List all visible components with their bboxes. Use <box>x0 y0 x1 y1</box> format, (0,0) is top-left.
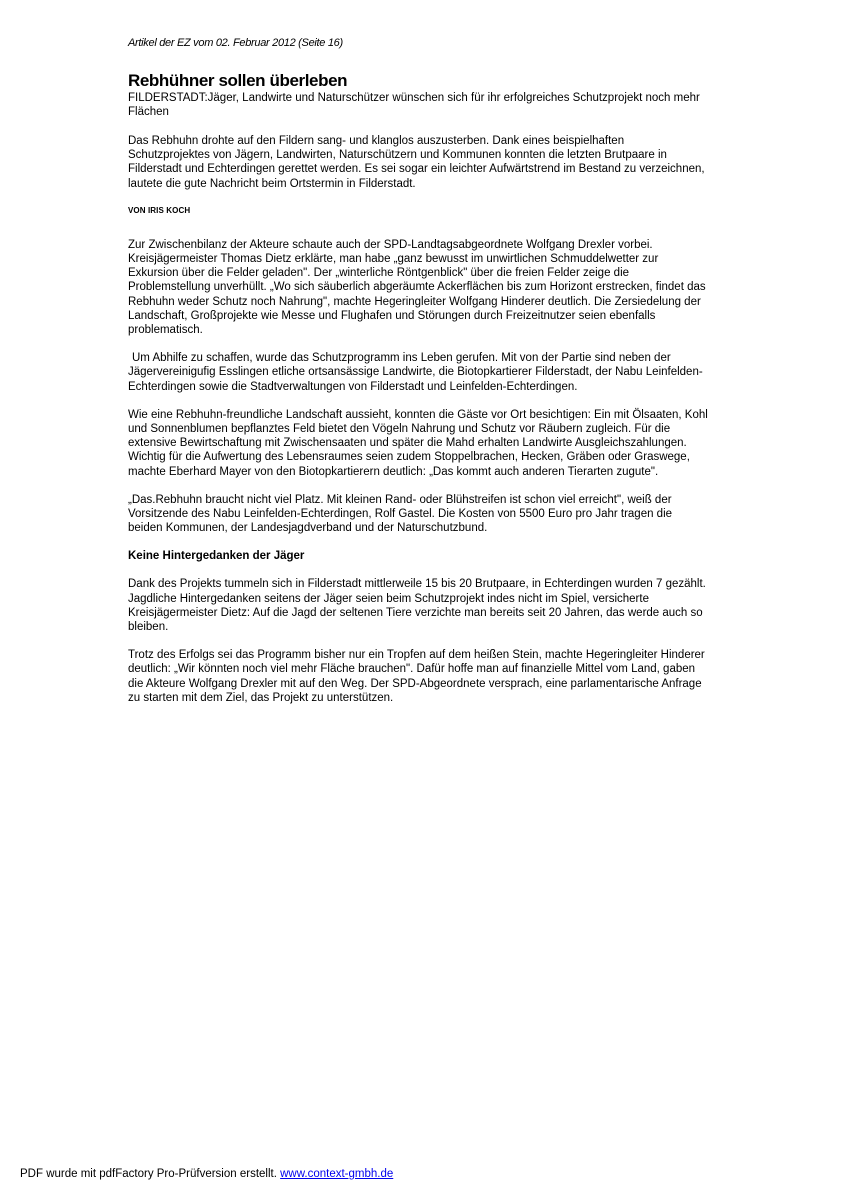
article-subtitle: FILDERSTADT:Jäger, Landwirte und Naturschützer wünschen sich für ihr erfolgreiches Schutzprojekt noch mehr Flächen <box>128 92 700 118</box>
article-paragraph: Trotz des Erfolgs sei das Programm bisher nur ein Tropfen auf dem heißen Stein, machte Hegeringleiter Hinderer deutlich: „Wir könnten noch viel mehr Fläche brauchen". Dafür hoffe man auf finanzielle Mittel vom Land, gaben die Akteure Wolfgang Drexler mit auf den Weg. Der SPD-Abgeordnete versprach, eine parlamentarische Anfrage zu starten mit dem Ziel, das Projekt zu unterstützen. <box>128 649 705 704</box>
article-paragraph: Um Abhilfe zu schaffen, wurde das Schutzprogramm ins Leben gerufen. Mit von der Partie sind neben der Jägervereinigufig Esslingen etliche ortsansässige Landwirte, die Biotopkartierer Filderstadt, der Nabu Leinfelden-Echterdingen sowie die Stadtverwaltungen von Filderstadt und Leinfelden-Echterdingen. <box>128 352 703 393</box>
article <box>128 71 708 705</box>
footer-link[interactable]: www.context-gmbh.de <box>280 1168 394 1180</box>
article-lead: Das Rebhuhn drohte auf den Fildern sang- und klanglos auszusterben. Dank eines beispielhaften Schutzprojektes von Jägern, Landwirten, Naturschützern und Kommunen konnten die letzten Brutpaare in Filderstadt und Echterdingen gerettet werden. Es sei sogar ein leichter Aufwärtstrend im Bestand zu verzeichnen, lautete die gute Nachricht beim Ortstermin in Filderstadt. <box>128 135 705 190</box>
article-subheading: Keine Hintergedanken der Jäger <box>128 550 305 563</box>
article-paragraph: Dank des Projekts tummeln sich in Filderstadt mittlerweile 15 bis 20 Brutpaare, in Echterdingen wurden 7 gezählt. Jagdliche Hintergedanken seitens der Jäger seien beim Schutzprojekt indes nicht im Spiel, versicherte Kreisjägermeister Dietz: Auf die Jagd der seltenen Tiere verzichte man bereits seit 20 Jahren, das werde auch so bleiben. <box>128 578 706 634</box>
footer-text: PDF wurde mit pdfFactory Pro-Prüfversion erstellt. <box>20 1168 277 1180</box>
article-title: Rebhühner sollen überleben <box>128 71 348 90</box>
article-paragraph: Wie eine Rebhuhn-freundliche Landschaft aussieht, konnten die Gäste vor Ort besichtigen: Ein mit Ölsaaten, Kohl und Sonnenblumen bepflanztes Feld bietet den Vögeln Nahrung und Schutz vor Räubern zugleich. Für die extensive Bewirtschaftung mit Zwischensaaten und später die Mahd erhalten Landwirte Ausgleichszahlungen. Wichtig für die Aufwertung des Lebensraumes seien zudem Stoppelbrachen, Hecken, Gräben oder Graswege, machte Eberhard Mayer von den Biotopkartierern deutlich: „Das kommt auch anderen Tierarten zugute". <box>128 408 708 478</box>
header-note: Artikel der EZ vom 02. Februar 2012 (Seite 16) <box>128 37 343 49</box>
article-paragraph: Zur Zwischenbilanz der Akteure schaute auch der SPD-Landtagsabgeordnete Wolfgang Drexler vorbei. Kreisjägermeister Thomas Dietz erklärte, man habe „ganz bewusst im unwirtlichen Schmuddelwetter zur Exkursion über die Felder geladen". Der „winterliche Röntgenblick" über die freien Felder zeige die Problemstellung unverhüllt. „Wo sich säuberlich abgeräumte Ackerflächen bis zum Horizont erstrecken, findet das Rebhuhn weder Schutz noch Nahrung", machte Hegeringleiter Wolfgang Hinderer deutlich. Die Zersiedelung der Landschaft, Großprojekte wie Messe und Flughafen und Störungen durch Freizeitnutzer seien ebenfalls problematisch. <box>128 238 706 337</box>
article-byline: VON IRIS KOCH <box>128 205 191 215</box>
pdf-footer <box>20 1168 393 1180</box>
article-paragraph: „Das.Rebhuhn braucht nicht viel Platz. Mit kleinen Rand- oder Blühstreifen ist schon viel erreicht", weiß der Vorsitzende des Nabu Leinfelden-Echterdingen, Rolf Gastel. Die Kosten von 5500 Euro pro Jahr tragen die beiden Kommunen, der Landesjagdverband und der Naturschutzbund. <box>128 493 673 535</box>
